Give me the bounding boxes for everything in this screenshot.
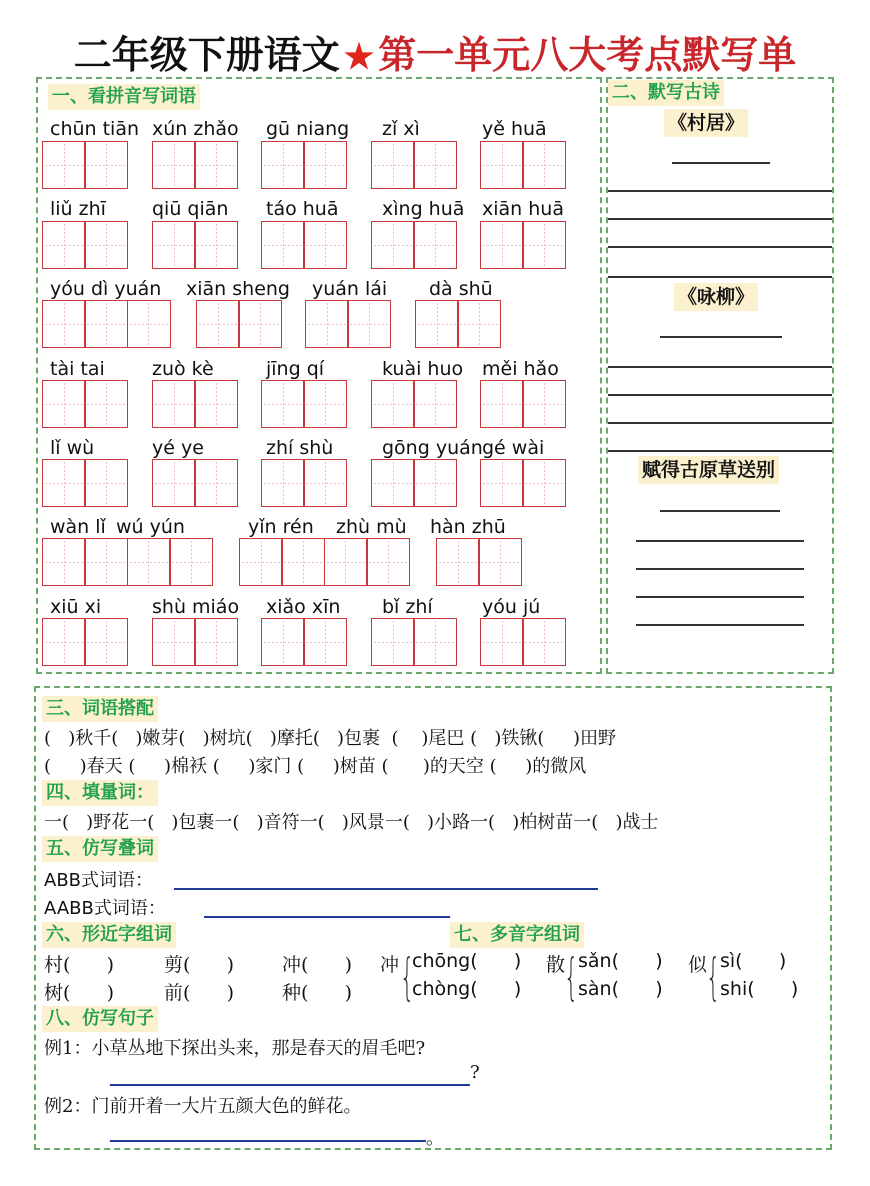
tianzige-group [371,141,457,189]
tianzige-cell[interactable] [366,538,410,586]
tianzige-row [42,221,597,269]
brace-icon: { [400,948,415,1006]
tianzige-cell[interactable] [371,380,415,428]
tianzige-group [436,538,522,586]
pinyin-label: yé ye [152,437,204,459]
polyphone-reading: shi( ) [720,978,799,1000]
tianzige-cell[interactable] [371,141,415,189]
tianzige-cell[interactable] [239,538,283,586]
tianzige-group [480,380,566,428]
tianzige-group [42,538,213,586]
tianzige-cell[interactable] [169,538,213,586]
tianzige-group [42,141,128,189]
tianzige-cell[interactable] [303,618,347,666]
tianzige-group [196,300,282,348]
tianzige-cell[interactable] [480,618,524,666]
tianzige-group [152,221,238,269]
poem-line[interactable] [608,394,832,396]
tianzige-cell[interactable] [522,141,566,189]
tianzige-group [261,459,347,507]
tianzige-cell[interactable] [303,141,347,189]
tianzige-cell[interactable] [261,459,305,507]
pinyin-label: tài tai [50,358,105,380]
tianzige-cell[interactable] [42,380,86,428]
tianzige-cell[interactable] [522,618,566,666]
pinyin-row [44,596,594,618]
tianzige-group [42,459,128,507]
sentence-end-mark-2: 。 [426,1128,444,1149]
tianzige-group [371,221,457,269]
tianzige-cell[interactable] [194,618,238,666]
similar-char-3: 冲( ) [282,954,353,976]
sentence-answer-line-2[interactable] [110,1140,426,1142]
pinyin-label: yě huā [482,118,547,140]
poem-title-yongliu: 《咏柳》 [674,283,758,311]
tianzige-cell[interactable] [84,300,128,348]
pinyin-row [44,278,594,300]
pinyin-label: hàn zhū [430,516,506,538]
pinyin-label: kuài huo [382,358,464,380]
title-unit: 第一单元八大考点默写单 [378,32,797,77]
tianzige-cell[interactable] [84,618,128,666]
tianzige-group [239,538,410,586]
tianzige-cell[interactable] [84,459,128,507]
pinyin-label: liǔ zhī [50,198,106,220]
tianzige-cell[interactable] [371,618,415,666]
tianzige-cell[interactable] [281,538,325,586]
sentence-end-mark-1: ? [470,1062,480,1083]
polyphone-reading: sàn( ) [578,978,663,1000]
tianzige-cell[interactable] [261,141,305,189]
page-title [0,24,870,79]
tianzige-cell[interactable] [194,459,238,507]
tianzige-group [152,141,238,189]
tianzige-cell[interactable] [42,300,86,348]
tianzige-cell[interactable] [436,538,480,586]
tianzige-cell[interactable] [261,618,305,666]
polyphone-char: 冲 [380,954,400,976]
tianzige-cell[interactable] [194,380,238,428]
tianzige-cell[interactable] [196,300,240,348]
pinyin-label: zǐ xì [382,118,420,140]
poem-line[interactable] [608,366,832,368]
tianzige-cell[interactable] [194,221,238,269]
pinyin-label: lǐ wù [50,437,95,459]
abb-answer-line[interactable] [174,888,598,890]
section8-title: 八、仿写句子 [42,1006,158,1032]
tianzige-cell[interactable] [152,221,196,269]
tianzige-group [371,618,457,666]
tianzige-cell[interactable] [371,221,415,269]
tianzige-cell[interactable] [152,618,196,666]
tianzige-group [261,141,347,189]
poem-title-cunju: 《村居》 [664,109,748,137]
similar-char-4: 树( ) [44,982,115,1004]
tianzige-cell[interactable] [522,221,566,269]
tianzige-cell[interactable] [84,538,128,586]
brace-icon: { [706,948,721,1006]
pinyin-label: bǐ zhí [382,596,433,618]
tianzige-cell[interactable] [324,538,368,586]
pinyin-label: xiǎo xīn [266,596,341,618]
tianzige-cell[interactable] [480,141,524,189]
poem-title-fude: 赋得古原草送别 [638,456,779,484]
pinyin-label: zhù mù [336,516,407,538]
pinyin-label: qiū qiān [152,198,229,220]
tianzige-cell[interactable] [522,380,566,428]
section3-title: 三、词语搭配 [42,696,158,722]
tianzige-group [305,300,391,348]
tianzige-group [261,380,347,428]
tianzige-row [42,380,597,428]
pinyin-row [44,516,594,538]
abb-label: ABB式词语： [44,870,154,891]
aabb-answer-line[interactable] [204,916,450,918]
polyphone-reading: chòng( ) [412,978,522,1000]
tianzige-row [42,141,597,189]
poem-author-line[interactable] [660,510,780,512]
poem-author-line[interactable] [672,162,770,164]
tianzige-cell[interactable] [42,618,86,666]
section6-title: 六、形近字组词 [42,922,176,948]
section7-title: 七、多音字组词 [450,922,584,948]
pinyin-label: yóu jú [482,596,541,618]
measure-word-line: 一( )野花一( )包裹一( )音符一( )风景一( )小路一( )柏树苗一( )战士 [44,812,659,833]
pinyin-label: gōng yuán [382,437,483,459]
poem-line[interactable] [608,190,832,192]
tianzige-cell[interactable] [238,300,282,348]
tianzige-cell[interactable] [152,459,196,507]
pinyin-row [44,198,594,220]
poem-section-box [606,77,834,674]
tianzige-group [42,221,128,269]
tianzige-cell[interactable] [480,459,524,507]
poem-line[interactable] [636,568,804,570]
pinyin-label: táo huā [266,198,339,220]
polyphone-char: 似 [688,954,708,976]
pinyin-row [44,358,594,380]
tianzige-cell[interactable] [480,380,524,428]
pinyin-label: xiū xi [50,596,102,618]
tianzige-group [480,221,566,269]
pinyin-label: měi hǎo [482,358,559,380]
tianzige-cell[interactable] [457,300,501,348]
poem-author-line[interactable] [660,336,782,338]
aabb-label: AABB式词语： [44,898,166,919]
tianzige-cell[interactable] [415,300,459,348]
tianzige-cell[interactable] [261,221,305,269]
tianzige-cell[interactable] [42,141,86,189]
poem-line[interactable] [608,422,832,424]
tianzige-group [261,618,347,666]
section5-title: 五、仿写叠词 [42,836,158,862]
tianzige-cell[interactable] [261,380,305,428]
pinyin-row [44,118,594,140]
polyphone-char: 散 [546,954,566,976]
brace-icon: { [564,948,579,1006]
tianzige-cell[interactable] [478,538,522,586]
poem-line[interactable] [608,276,832,278]
tianzige-cell[interactable] [42,221,86,269]
poem-line[interactable] [636,624,804,626]
example-sentence-1: 例1：小草丛地下探出头来，那是春天的眉毛吧? [44,1038,426,1059]
pinyin-label: shù miáo [152,596,240,618]
tianzige-cell[interactable] [413,141,457,189]
section2-title: 二、默写古诗 [608,80,724,106]
pinyin-label: zuò kè [152,358,214,380]
polyphone-reading: sǎn( ) [578,950,663,972]
tianzige-group [415,300,501,348]
poem-line[interactable] [608,246,832,248]
tianzige-cell[interactable] [84,141,128,189]
pinyin-label: xiān huā [482,198,564,220]
similar-char-2: 剪( ) [164,954,235,976]
sentence-answer-line-1[interactable] [110,1084,470,1086]
polyphone-reading: sì( ) [720,950,787,972]
tianzige-row [42,538,597,586]
tianzige-group [371,380,457,428]
pinyin-label: jīng qí [266,358,325,380]
tianzige-cell[interactable] [42,538,86,586]
similar-char-5: 前( ) [164,982,235,1004]
tianzige-cell[interactable] [480,221,524,269]
tianzige-cell[interactable] [413,459,457,507]
tianzige-group [480,141,566,189]
pinyin-row [44,437,594,459]
pinyin-label: dà shū [429,278,493,300]
tianzige-cell[interactable] [303,459,347,507]
tianzige-group [480,618,566,666]
poem-line[interactable] [636,596,804,598]
pinyin-label: xiān sheng [186,278,290,300]
tianzige-cell[interactable] [413,618,457,666]
tianzige-group [152,618,238,666]
tianzige-cell[interactable] [84,380,128,428]
pinyin-label: gū niang [266,118,350,140]
title-grade: 二年级下册语文 [73,32,340,77]
tianzige-row [42,618,597,666]
example-sentence-2: 例2：门前开着一大片五颜大色的鲜花。 [44,1096,362,1117]
pinyin-label: yóu dì yuán [50,278,162,300]
tianzige-group [371,459,457,507]
poem-line[interactable] [608,450,832,452]
tianzige-group [42,618,128,666]
tianzige-group [152,459,238,507]
pinyin-label: gé wài [482,437,545,459]
tianzige-cell[interactable] [522,459,566,507]
tianzige-cell[interactable] [371,459,415,507]
tianzige-group [42,300,171,348]
tianzige-cell[interactable] [347,300,391,348]
tianzige-cell[interactable] [152,380,196,428]
tianzige-group [261,221,347,269]
pinyin-label: xún zhǎo [152,118,239,140]
word-match-line-1: ( )秋千( )嫩芽( )树坑( )摩托( )包裹 ( )尾巴 ( )铁锹( )田野 [44,728,617,749]
tianzige-row [42,459,597,507]
tianzige-cell[interactable] [413,380,457,428]
poem-line[interactable] [608,218,832,220]
section4-title: 四、填量词： [42,780,158,806]
tianzige-row [42,300,597,348]
tianzige-cell[interactable] [303,380,347,428]
pinyin-label: yuán lái [312,278,388,300]
tianzige-cell[interactable] [194,141,238,189]
tianzige-cell[interactable] [413,221,457,269]
poem-line[interactable] [636,540,804,542]
section1-title: 一、看拼音写词语 [48,84,200,110]
similar-char-6: 种( ) [282,982,353,1004]
tianzige-cell[interactable] [305,300,349,348]
pinyin-label: zhí shù [266,437,334,459]
tianzige-group [152,380,238,428]
word-match-line-2: ( )春天 ( )棉袄 ( )家门 ( )树苗 ( )的天空 ( )的微风 [44,756,587,777]
pinyin-label: wú yún [116,516,185,538]
tianzige-cell[interactable] [42,459,86,507]
pinyin-label: yǐn rén [248,516,314,538]
similar-char-1: 村( ) [44,954,115,976]
pinyin-label: chūn tiān [50,118,140,140]
star-icon: ★ [343,37,375,77]
tianzige-group [42,380,128,428]
polyphone-reading: chōng( ) [412,950,522,972]
pinyin-label: wàn lǐ [50,516,106,538]
tianzige-group [480,459,566,507]
tianzige-cell[interactable] [127,538,171,586]
tianzige-cell[interactable] [303,221,347,269]
pinyin-label: xìng huā [382,198,465,220]
tianzige-cell[interactable] [127,300,171,348]
tianzige-cell[interactable] [152,141,196,189]
tianzige-cell[interactable] [84,221,128,269]
